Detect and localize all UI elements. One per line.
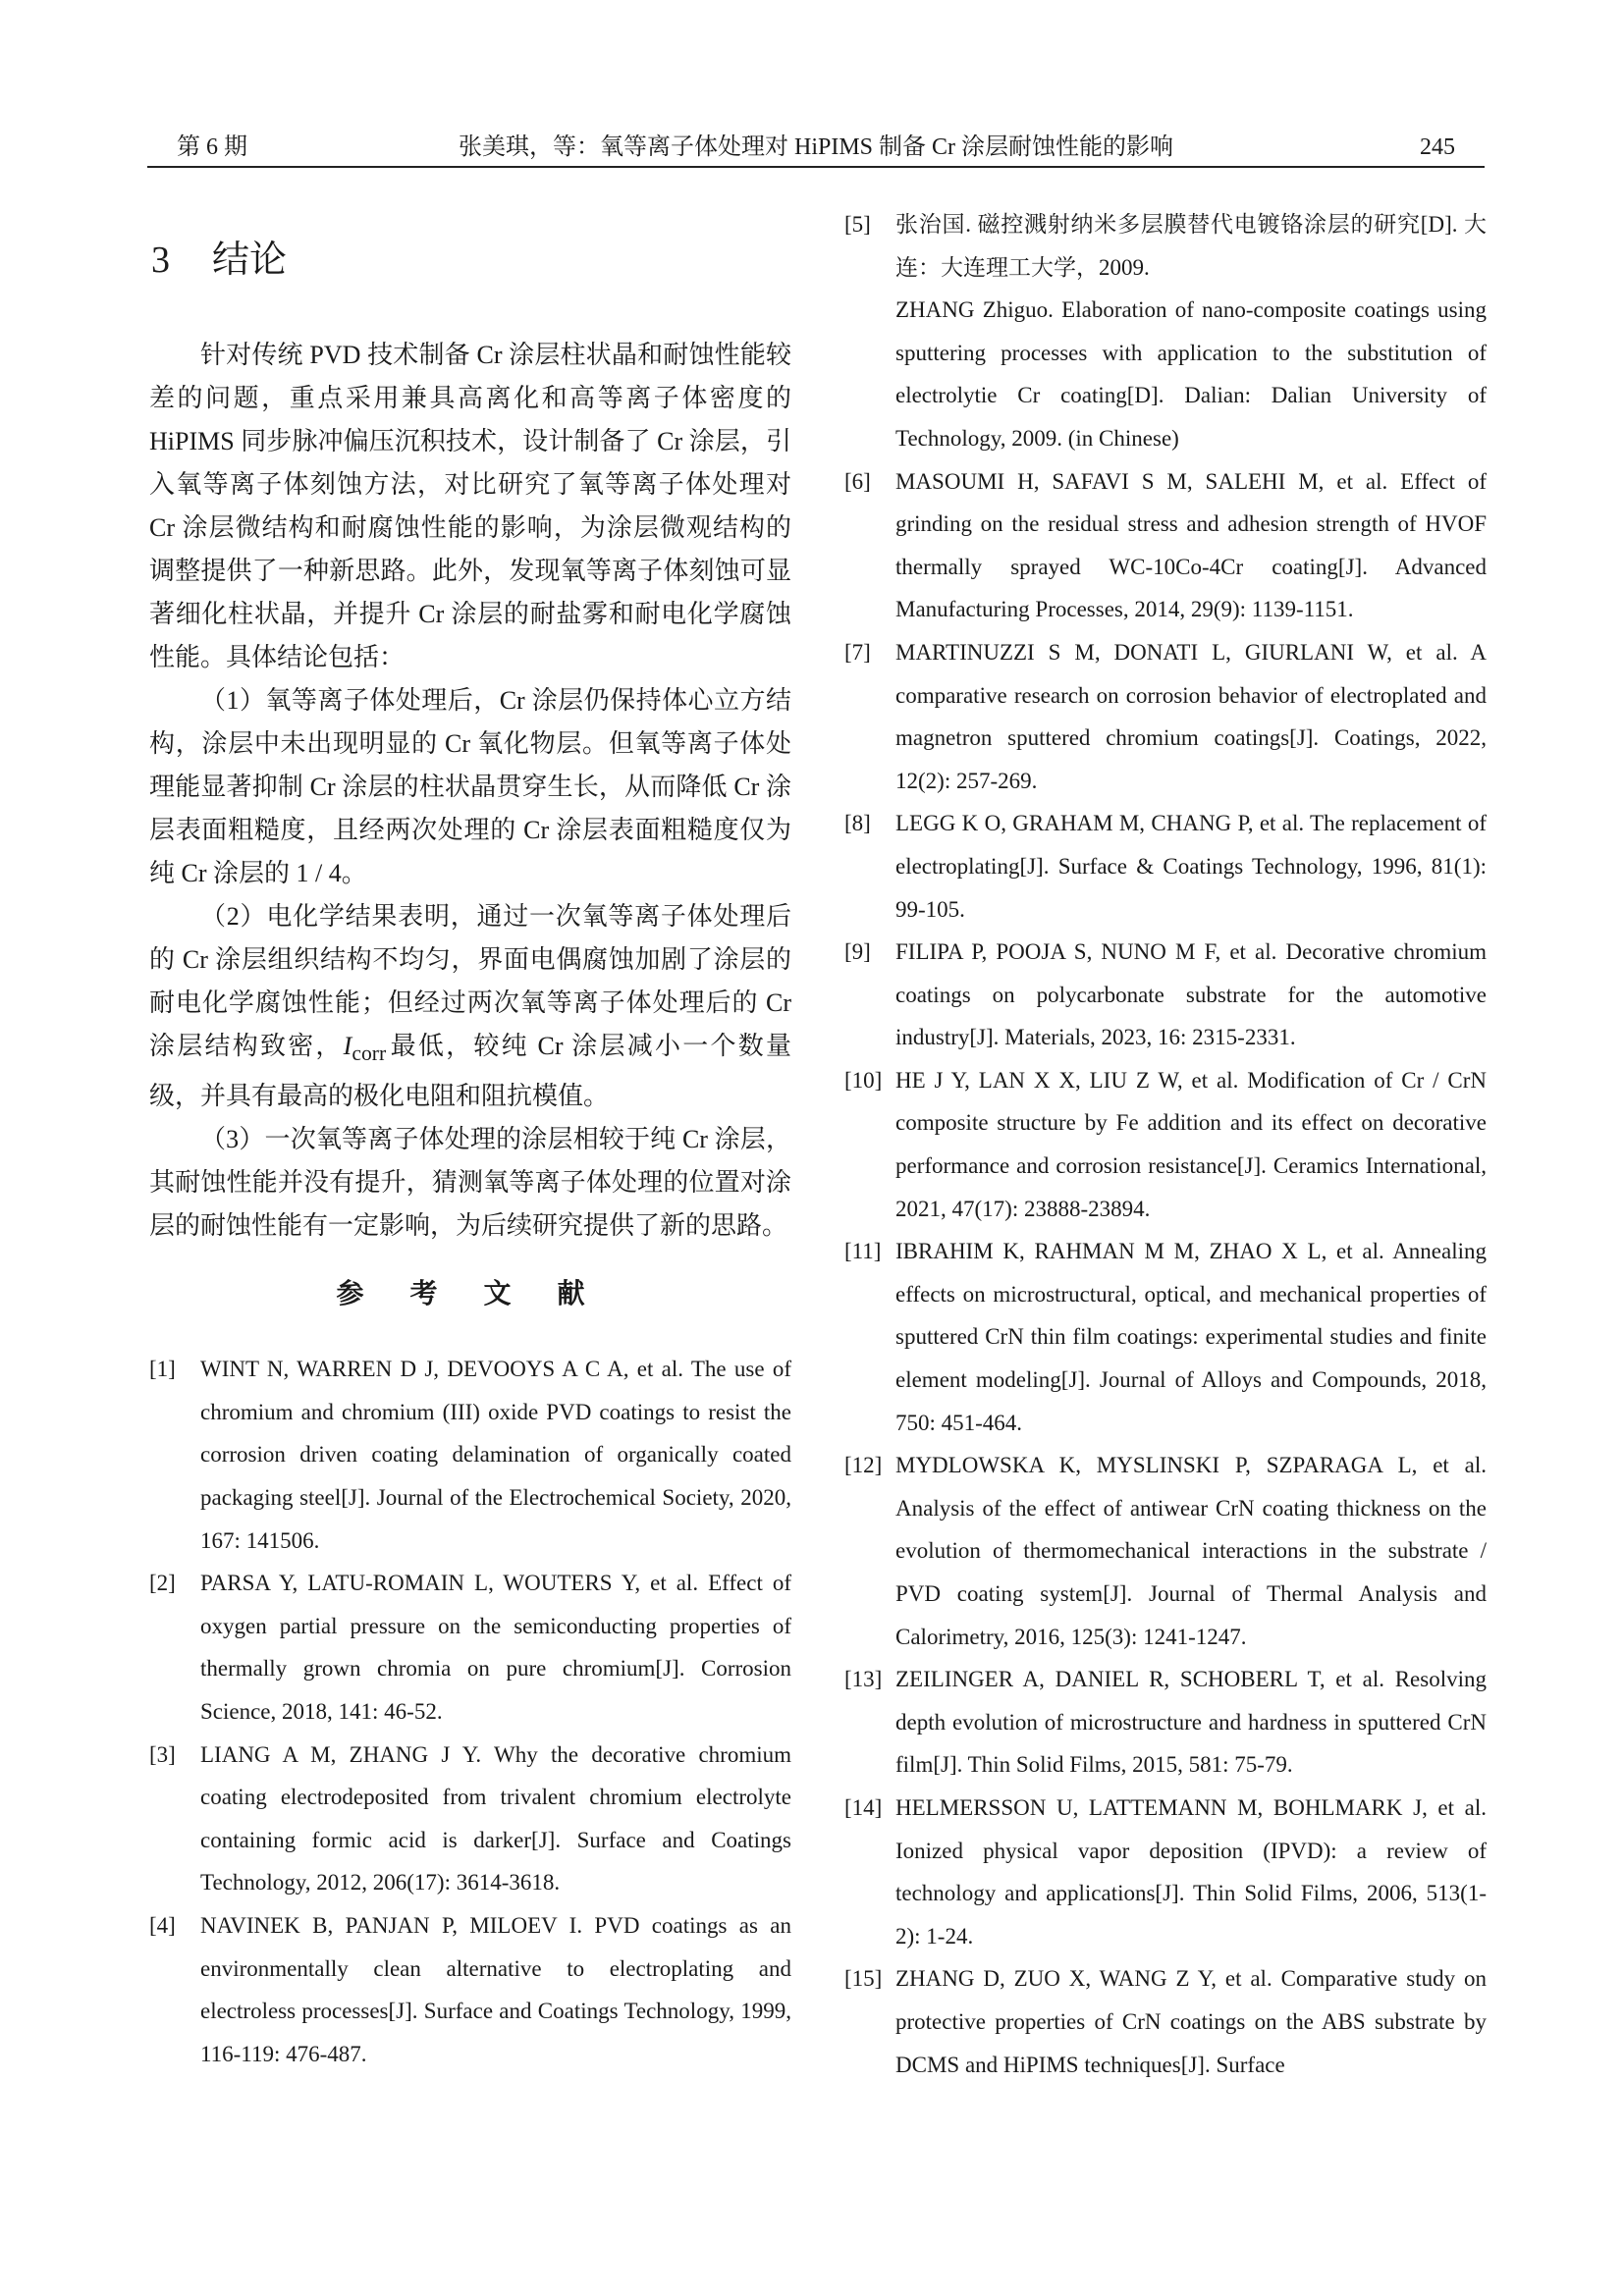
reference-item: [844, 1658, 1487, 1787]
reference-number: [5]: [844, 212, 871, 237]
reference-item: [149, 1348, 791, 1562]
reference-item: [844, 931, 1487, 1059]
reference-number: [2]: [149, 1571, 176, 1596]
reference-item: [844, 1059, 1487, 1230]
reference-item: [844, 631, 1487, 802]
reference-number: [11]: [844, 1239, 882, 1264]
reference-item: [844, 1230, 1487, 1444]
right-column: [844, 203, 1487, 2086]
paragraph-text: （2）电化学结果表明，通过一次氧等离子体处理后的 Cr 涂层组织结构不均匀，界面电偶腐蚀加剧了涂层的耐电化学腐蚀性能；但经过两次氧等离子体处理后的 Cr 涂层结构致密，: [149, 902, 791, 1060]
body-paragraph: 针对传统 PVD 技术制备 Cr 涂层柱状晶和耐蚀性能较差的问题，重点采用兼具高离化和高等离子体密度的 HiPIMS 同步脉冲偏压沉积技术，设计制备了 Cr 涂层，引入氧等离子体刻蚀方法，对比研究了氧等离子体处理对 Cr 涂层微结构和耐腐蚀性能的影响，为涂层微观结构的调整提供了一种新思路。此外，发现氧等离子体刻蚀可显著细化柱状晶，并提升 Cr 涂层的耐盐雾和耐电化学腐蚀性能。具体结论包括：: [149, 341, 791, 671]
reference-number: [6]: [844, 468, 871, 494]
running-header: [147, 128, 1485, 167]
reference-number: [7]: [844, 639, 871, 665]
reference-item: [149, 1904, 791, 2075]
reference-item: [844, 203, 1487, 460]
reference-item: [844, 1957, 1487, 2086]
running-title: 张美琪，等：氧等离子体处理对 HiPIMS 制备 Cr 涂层耐蚀性能的影响: [458, 134, 1174, 160]
reference-item: [844, 460, 1487, 631]
section-title: 结论: [212, 240, 288, 281]
reference-text: LEGG K O, GRAHAM M, CHANG P, et al. The replacement of electroplating[J]. Surface & Coatings Technology, 1996, 81(1): 99-105.: [895, 811, 1487, 922]
body-paragraph: （3）一次氧等离子体处理的涂层相较于纯 Cr 涂层，其耐蚀性能并没有提升，猜测氧等离子体处理的位置对涂层的耐蚀性能有一定影响，为后续研究提供了新的思路。: [149, 1125, 791, 1241]
reference-item: [149, 1562, 791, 1733]
reference-text: HE J Y, LAN X X, LIU Z W, et al. Modification of Cr / CrN composite structure by Fe addition and its effect on decorative performance and corrosion resistance[J]. Ceramics International, 2021, 47(17): 23888-23894.: [895, 1067, 1487, 1221]
reference-text: FILIPA P, POOJA S, NUNO M F, et al. Decorative chromium coatings on polycarbonate substrate for the automotive industry[J]. Materials, 2023, 16: 2315-2331.: [895, 939, 1487, 1050]
reference-text: 张治国. 磁控溅射纳米多层膜替代电镀铬涂层的研究[D]. 大连：大连理工大学，2009.: [895, 212, 1487, 280]
reference-text: ZHANG D, ZUO X, WANG Z Y, et al. Comparative study on protective properties of CrN coatings on the ABS substrate by DCMS and HiPIMS techniques[J]. Surface: [895, 1966, 1487, 2077]
reference-text: NAVINEK B, PANJAN P, MILOEV I. PVD coatings as an environmentally clean alternative to electroplating and electroless processes[J]. Surface and Coatings Technology, 1999, 116-119: 476-487.: [200, 1912, 791, 2066]
reference-number: [1]: [149, 1357, 176, 1382]
body-paragraph: （1）氧等离子体处理后，Cr 涂层仍保持体心立方结构，涂层中未出现明显的 Cr 氧化物层。但氧等离子体处理能显著抑制 Cr 涂层的柱状晶贯穿生长，从而降低 Cr 涂层表面粗糙度，且经两次处理的 Cr 涂层表面粗糙度仅为纯 Cr 涂层的 1 / 4。: [149, 686, 791, 887]
reference-text: MASOUMI H, SAFAVI S M, SALEHI M, et al. Effect of grinding on the residual stress and adhesion strength of HVOF thermally sprayed WC-10Co-4Cr coating[J]. Advanced Manufacturing Processes, 2014, 29(9): 1139-1151.: [895, 468, 1487, 622]
reference-text: WINT N, WARREN D J, DEVOOYS A C A, et al. The use of chromium and chromium (III) oxide PVD coatings to resist the corrosion driven coating delamination of organically coated packaging steel[J]. Journal of the Electrochemical Society, 2020, 167: 141506.: [200, 1357, 791, 1553]
reference-item: [149, 1734, 791, 1904]
paragraph-text: 最低，较纯 Cr 涂层减小一个数量级，并具有最高的极化电阻和阻抗模值。: [149, 1032, 791, 1111]
body-paragraph: [149, 895, 791, 1118]
issue-label: 第 6 期: [177, 134, 247, 160]
header-rule: [147, 166, 1485, 168]
left-column: [149, 196, 791, 2075]
reference-item: [844, 1444, 1487, 1658]
reference-text: LIANG A M, ZHANG J Y. Why the decorative chromium coating electrodeposited from trivalent chromium electrolyte containing formic acid is darker[J]. Surface and Coatings Technology, 2012, 206(17): 3614-3618.: [200, 1741, 791, 1896]
section-number: 3: [151, 240, 170, 281]
reference-text: HELMERSSON U, LATTEMANN M, BOHLMARK J, et al. Ionized physical vapor deposition (IPVD): a review of technology and applications[J]. Thin Solid Films, 2006, 513(1-2): 1-24.: [895, 1794, 1487, 1949]
reference-item: [844, 802, 1487, 931]
reference-text: ZEILINGER A, DANIEL R, SCHOBERL T, et al. Resolving depth evolution of microstructure and hardness in sputtered CrN film[J]. Thin Solid Films, 2015, 581: 75-79.: [895, 1667, 1487, 1778]
reference-number: [3]: [149, 1741, 176, 1767]
reference-text: MYDLOWSKA K, MYSLINSKI P, SZPARAGA L, et al. Analysis of the effect of antiwear CrN coating thickness on the evolution of thermomechanical interactions in the substrate / PVD coating system[J]. Journal of Thermal Analysis and Calorimetry, 2016, 125(3): 1241-1247.: [895, 1453, 1487, 1649]
reference-number: [4]: [149, 1912, 176, 1938]
icorr-subscript: corr: [352, 1041, 387, 1066]
reference-text: MARTINUZZI S M, DONATI L, GIURLANI W, et al. A comparative research on corrosion behavior of electroplated and magnetron sputtered chromium coatings[J]. Coatings, 2022, 12(2): 257-269.: [895, 639, 1487, 793]
reference-number: [15]: [844, 1966, 883, 1992]
reference-text: PARSA Y, LATU-ROMAIN L, WOUTERS Y, et al. Effect of oxygen partial pressure on the semiconducting properties of thermally grown chromia on pure chromium[J]. Corrosion Science, 2018, 141: 46-52.: [200, 1571, 791, 1724]
references-heading: 参 考 文 献: [336, 1279, 605, 1310]
reference-number: [9]: [844, 939, 871, 965]
reference-number: [14]: [844, 1794, 883, 1820]
reference-number: [10]: [844, 1067, 883, 1093]
reference-item: [844, 1787, 1487, 1957]
page-number: 245: [1420, 134, 1455, 160]
section-heading: [149, 236, 791, 285]
reference-number: [8]: [844, 811, 871, 836]
reference-number: [12]: [844, 1453, 883, 1478]
icorr-symbol: I: [343, 1032, 352, 1060]
reference-number: [13]: [844, 1667, 883, 1692]
reference-text: IBRAHIM K, RAHMAN M M, ZHAO X L, et al. Annealing effects on microstructural, optical, and mechanical properties of sputtered CrN thin film coatings: experimental studies and finite element modeling[J]. Journal of Alloys and Compounds, 2018, 750: 451-464.: [895, 1239, 1487, 1435]
reference-text-english: ZHANG Zhiguo. Elaboration of nano-composite coatings using sputtering processes with application to the substitution of electrolytie Cr coating[D]. Dalian: Dalian University of Technology, 2009. (in Chinese): [895, 297, 1487, 451]
